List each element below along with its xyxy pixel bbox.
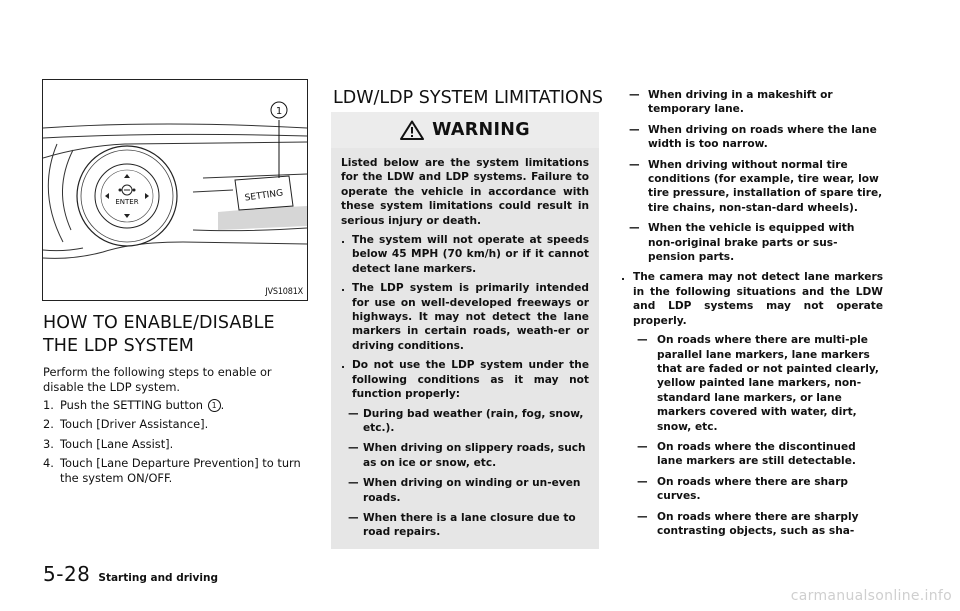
left-column [43,312,311,491]
bullet-text: Do not use the LDP system under the following conditions as it may not function properly: [352,359,589,401]
warning-triangle-icon [400,120,424,140]
bullet-marker: . [341,282,346,295]
dash-marker: — [348,442,359,455]
enter-dial [77,146,177,246]
condition-text: On roads where there are sharply contrasting objects, such as sha- [657,510,859,537]
step-number: 4. [43,456,54,471]
bullet-marker: . [621,271,626,284]
step-text: Push the SETTING button [60,397,204,412]
condition-item [341,476,589,505]
dash-marker: — [348,511,359,524]
dash-marker: — [637,440,648,453]
condition-item [621,221,883,264]
steps-list [43,398,311,487]
enter-label: ENTER [115,198,139,206]
callout-ref-icon: 1 [208,399,221,412]
dash-marker: — [629,123,640,136]
condition-text: When driving on slippery roads, such as on ice or snow, etc. [363,442,586,469]
section-heading-enable-disable: HOW TO ENABLE/DISABLE THE LDP SYSTEM [43,313,275,356]
dashboard-illustration [43,80,307,300]
bullet-marker: . [341,234,346,247]
bullet-text: The camera may not detect lane markers in the following situations and the LDW and LDP systems may not operate properly. [633,271,883,327]
condition-text: When driving on roads where the lane width is too narrow. [648,123,877,151]
step-item [43,398,311,413]
dash-marker: — [629,89,640,101]
condition-item [341,441,589,470]
figure-setting-button [42,79,308,301]
warning-box [331,112,599,549]
condition-item [621,440,883,469]
dash-marker: — [629,222,640,235]
section-heading-limitations: LDW/LDP SYSTEM LIMITATIONS [333,88,604,108]
chapter-title: Starting and driving [98,572,218,584]
condition-text: When there is a lane closure due to road repairs. [363,511,576,539]
dash-marker: — [637,475,648,488]
step-item [43,437,311,452]
condition-text: On roads where the discontinued lane markers are still detectable. [657,440,856,468]
condition-text: When driving on winding or un-even roads. [363,477,581,504]
condition-item [621,123,883,152]
step-text: Touch [Driver Assistance]. [60,417,209,432]
setting-button [235,176,293,210]
setting-label: SETTING [244,188,284,204]
dash-marker: — [637,334,648,347]
dash-marker: — [348,407,359,420]
step-number: 3. [43,436,54,451]
warning-text [341,156,589,546]
warning-bullet [341,281,589,353]
condition-item [621,510,883,539]
step-number: 2. [43,417,54,432]
bullet-text: The system will not operate at speeds below 45 MPH (70 km/h) or if it cannot detect lane markers. [352,234,589,275]
callout-number: 1 [275,106,283,117]
step-item [43,456,311,487]
step-text: Touch [Lane Departure Prevention] to turn the system ON/OFF. [60,456,301,486]
step-number: 1. [43,397,54,412]
condition-item [621,333,883,434]
right-column [621,88,883,544]
watermark: carmanualsonline.info [790,588,952,604]
step-item [43,417,311,432]
condition-text: When driving without normal tire conditions (for example, tire wear, low tire pressure, installation of spare tire, tire chains, non-stan-dard wheels). [648,158,883,214]
condition-item [341,511,589,540]
step-text: Touch [Lane Assist]. [60,436,174,451]
condition-text: On roads where there are sharp curves. [657,475,849,503]
condition-text: When the vehicle is equipped with non-original brake parts or sus-pension parts. [648,222,855,264]
page-number: 5-28 [43,562,91,586]
condition-item [621,475,883,504]
page-footer [43,562,218,586]
condition-text: On roads where there are multi-ple parallel lane markers, lane markers that are faded or not painted clearly, yellow painted lane markers, non-standard lane markers, or lane markers covered with water, dirt, snow, etc. [657,334,879,433]
warning-header [331,112,599,148]
dash-marker: — [637,510,648,523]
condition-text: During bad weather (rain, fog, snow, etc.). [363,407,584,434]
figure-code: JVS1081X [265,287,303,297]
condition-text: When driving in a makeshift or temporary lane. [648,89,833,116]
intro-paragraph: Perform the following steps to enable or disable the LDP system. [43,365,272,395]
step-end: . [220,397,225,412]
warning-label: WARNING [432,120,530,140]
bullet-marker: . [341,359,346,372]
warning-bullet [341,358,589,401]
dash-marker: — [348,477,359,490]
warning-bullet [341,233,589,276]
dash-marker: — [629,158,640,171]
camera-bullet [621,270,883,328]
warning-intro: Listed below are the system limitations for the LDW and LDP systems. Failure to operate the vehicle in accordance with these system limitations could result in serious injury or death. [341,157,589,227]
condition-item [341,407,589,436]
bullet-text: The LDP system is primarily intended for use on well-developed freeways or highways. It may not detect the lane markers in certain roads, weath-er or driving conditions. [352,282,589,352]
condition-item [621,158,883,216]
camera-conditions [621,333,883,538]
condition-item [621,88,883,117]
